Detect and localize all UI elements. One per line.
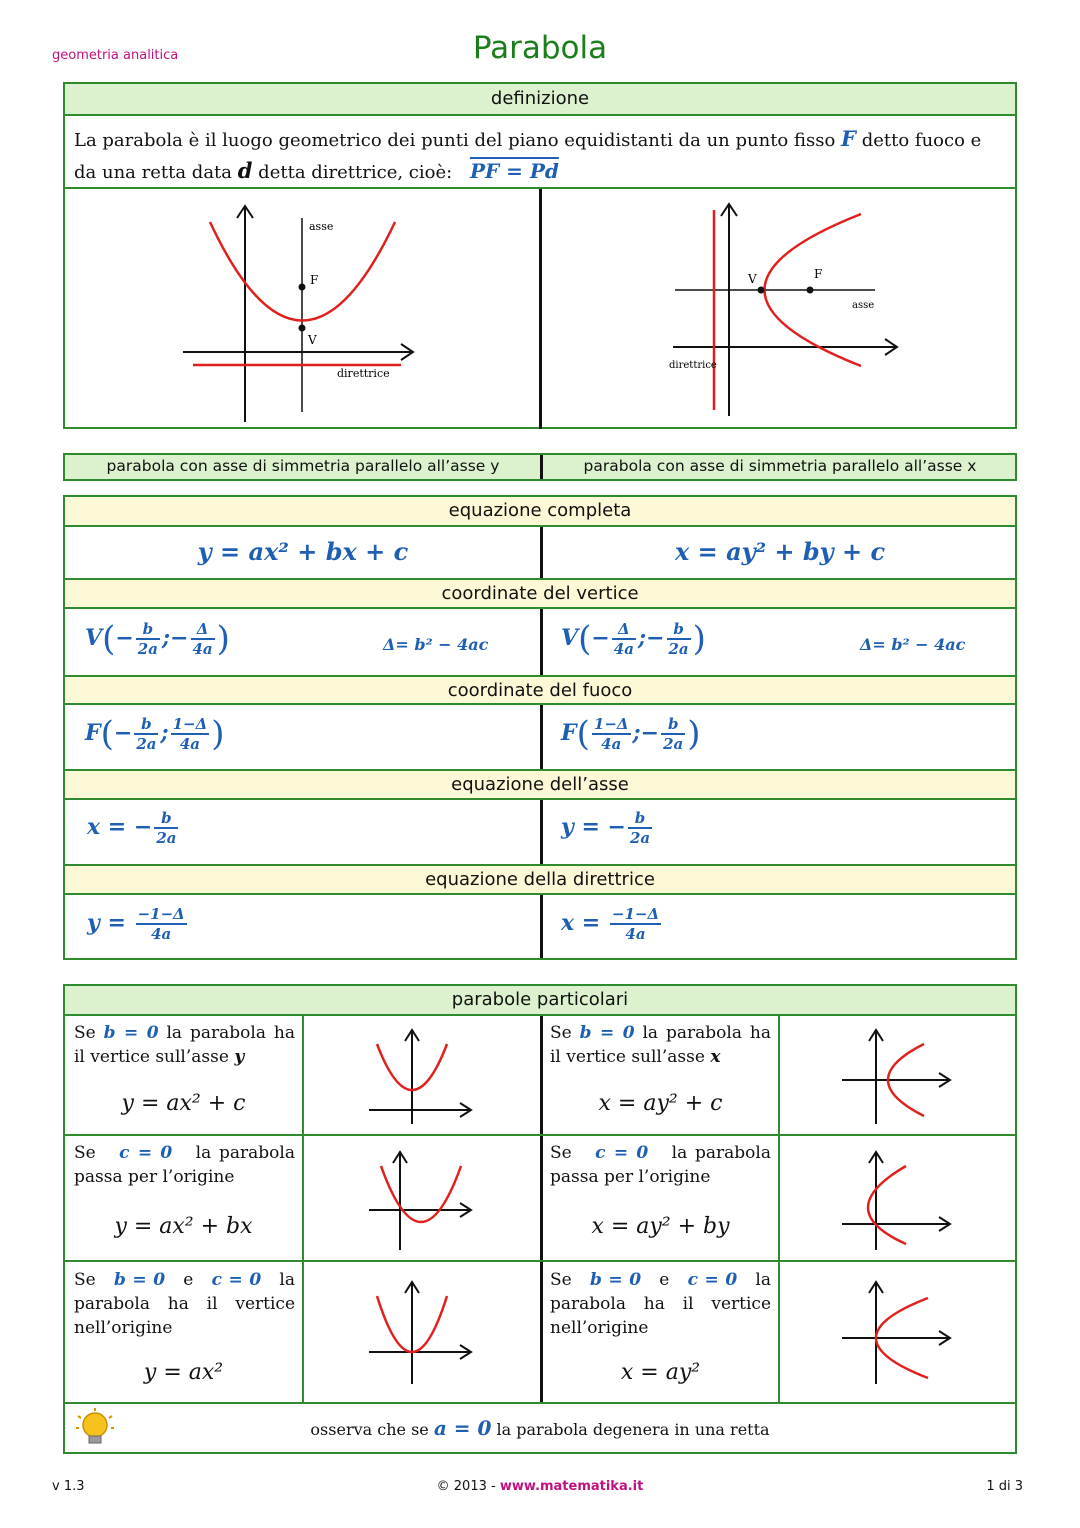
- minus: −: [170, 625, 189, 651]
- frac-den: 4a: [179, 735, 201, 753]
- condition-c: c = 0: [687, 1270, 738, 1290]
- vertex-v: V: [85, 625, 103, 651]
- minus: −: [113, 720, 133, 746]
- definition-box: [63, 82, 1017, 429]
- parabola-curve: [381, 1166, 461, 1222]
- row3-left-text: [74, 1268, 295, 1340]
- frac-num: 1−Δ: [172, 715, 208, 733]
- formulas-box: [63, 495, 1017, 960]
- condition: c = 0: [595, 1143, 649, 1163]
- definition-formula: PF = Pd: [469, 159, 559, 183]
- row3-left-equation: y = ax²: [143, 1360, 224, 1385]
- and-word: e: [659, 1270, 670, 1290]
- focus-label: F: [310, 273, 319, 287]
- directrix-label: direttrice: [337, 367, 390, 380]
- frac-num: b: [628, 809, 652, 829]
- axis-lhs: x = −: [87, 814, 153, 840]
- vertex-formula-x: V(− $\frac{\Delta}{4a}$ ;− $\frac{b}{2a}$ ): [561, 619, 706, 659]
- directrix-formula-x: [561, 905, 663, 943]
- vertex-label: V: [308, 333, 317, 347]
- description: parabola ha il vertice nell’origine: [550, 1294, 771, 1338]
- frac-den: 4a: [192, 640, 213, 658]
- focus-formula-y: F(− $\frac{b}{2a}$ ; $\frac{1-\Delta}{4a}$ ): [85, 714, 225, 754]
- divider: [540, 1016, 543, 1403]
- complete-equation-y: y = ax² + bx + c: [197, 537, 409, 566]
- condition-c: c = 0: [211, 1270, 262, 1290]
- note-condition: a = 0: [433, 1416, 492, 1440]
- vertex-point: [758, 287, 765, 294]
- divider: [540, 800, 543, 864]
- vertex-label: V: [748, 272, 757, 286]
- minus: −: [640, 720, 660, 746]
- frac-num: b: [661, 715, 685, 735]
- frac-num: Δ: [612, 620, 636, 640]
- definition-text: [74, 124, 1004, 188]
- se-word: Se: [74, 1143, 96, 1163]
- note-part-1: osserva che se: [310, 1420, 429, 1439]
- axis-symbol: x: [710, 1047, 721, 1067]
- frac-den: 2a: [136, 735, 157, 753]
- complete-equation-x: x = ay² + by + c: [674, 537, 886, 566]
- row1-left-text: [74, 1021, 295, 1069]
- axis-lhs: y = −: [561, 814, 626, 840]
- condition: c = 0: [119, 1143, 173, 1163]
- focus-header: coordinate del fuoco: [65, 675, 1015, 705]
- special-parabolas-box: [63, 984, 1017, 1454]
- note-text: [65, 1416, 1015, 1440]
- special-header: parabole particolari: [65, 986, 1015, 1016]
- condition-b: b = 0: [589, 1270, 642, 1290]
- figure-parabola-horizontal: [663, 194, 913, 424]
- frac-den: 2a: [668, 640, 689, 658]
- row1-right-text: [550, 1021, 771, 1069]
- focus-point: [807, 287, 814, 294]
- se-word: Se: [550, 1270, 572, 1290]
- delta-definition-y: Δ= b² − 4ac: [383, 635, 489, 654]
- frac-num: b: [136, 620, 160, 640]
- directrix-lhs: y =: [87, 910, 126, 936]
- row2-left-equation: y = ax² + bx: [114, 1214, 253, 1239]
- condition-b: b = 0: [113, 1270, 166, 1290]
- frac-den: 2a: [156, 829, 177, 847]
- description: parabola ha il vertice nell’origine: [74, 1294, 295, 1338]
- divider: [302, 1016, 304, 1403]
- topic-label: geometria analitica: [52, 48, 179, 63]
- graph-bc0-vertical: [365, 1278, 475, 1388]
- divider: [65, 1134, 1015, 1136]
- divider: [539, 189, 542, 429]
- parabola-curve: [868, 1166, 906, 1244]
- frac-num: b: [134, 715, 158, 735]
- focus-point: [299, 284, 306, 291]
- asse-label: asse: [852, 300, 875, 311]
- graph-b0-horizontal: [840, 1026, 955, 1126]
- axis-formula-x: [561, 809, 654, 847]
- axis-formula-y: [87, 809, 180, 847]
- semicolon: ;: [632, 720, 641, 746]
- focus-label: F: [814, 267, 823, 281]
- figure-parabola-vertical: [175, 194, 435, 424]
- focus-formula-x: F( $\frac{1-\Delta}{4a}$ ;− $\frac{b}{2a}$ ): [561, 714, 701, 754]
- divider: [540, 705, 543, 769]
- divider: [540, 895, 543, 958]
- se-word: Se: [74, 1270, 96, 1290]
- vertex-v: V: [561, 625, 579, 651]
- frac-den: 2a: [137, 640, 158, 658]
- frac-den: 4a: [613, 640, 634, 658]
- definition-header: definizione: [65, 84, 1015, 116]
- axis-header: equazione dell’asse: [65, 769, 1015, 800]
- page-number: 1 di 3: [986, 1479, 1023, 1494]
- directrix-symbol: d: [237, 158, 253, 183]
- se-word: Se: [74, 1023, 96, 1043]
- site-link[interactable]: www.matematika.it: [499, 1479, 644, 1494]
- description: la parabola passa per l’origine: [74, 1143, 295, 1187]
- divider: [778, 1016, 780, 1403]
- vertex-formula-y: V(− $\frac{b}{2a}$ ;− $\frac{\Delta}{4a}$ ): [85, 619, 230, 659]
- condition: b = 0: [103, 1023, 159, 1043]
- frac-den: 4a: [625, 925, 646, 943]
- frac-den: 4a: [601, 735, 622, 753]
- column-label-y: parabola con asse di simmetria parallelo all’asse y: [106, 457, 500, 475]
- description: la parabola passa per l’origine: [550, 1143, 771, 1187]
- graph-c0-horizontal: [840, 1148, 955, 1252]
- semicolon: ;: [637, 625, 647, 651]
- page-title: Parabola: [472, 30, 608, 66]
- description: la parabola ha il vertice sull’asse: [550, 1023, 772, 1067]
- divider: [65, 1402, 1015, 1404]
- def-text-1: La parabola è il luogo geometrico dei punti del piano equidistanti da un punto fisso: [74, 130, 836, 151]
- graph-c0-vertical: [365, 1148, 475, 1252]
- la-word: la: [279, 1270, 295, 1290]
- minus: −: [646, 625, 665, 651]
- and-word: e: [183, 1270, 194, 1290]
- frac-den: 2a: [663, 735, 684, 753]
- frac-num: 1−Δ: [593, 715, 629, 733]
- minus: −: [591, 625, 610, 651]
- version-label: v 1.3: [52, 1479, 85, 1494]
- focus-f: F: [85, 720, 101, 746]
- column-label-x: parabola con asse di simmetria parallelo all’asse x: [583, 457, 977, 475]
- delta-definition-x: Δ= b² − 4ac: [860, 635, 966, 654]
- copyright-text: © 2013 -: [436, 1479, 496, 1494]
- divider: [65, 1260, 1015, 1262]
- vertex-point: [299, 325, 306, 332]
- def-text-2: detto fuoco e da una retta data: [74, 130, 982, 183]
- condition: b = 0: [579, 1023, 635, 1043]
- row2-right-text: [550, 1141, 771, 1189]
- minus: −: [115, 625, 134, 651]
- semicolon: ;: [161, 625, 171, 651]
- frac-num: b: [154, 809, 178, 829]
- frac-num: −1−Δ: [611, 905, 660, 923]
- directrix-formula-y: [87, 905, 189, 943]
- row2-right-equation: x = ay² + by: [591, 1214, 730, 1239]
- note-part-2: la parabola degenera in una retta: [496, 1420, 770, 1439]
- row3-right-text: [550, 1268, 771, 1340]
- frac-num: b: [667, 620, 691, 640]
- directrix-header: equazione della direttrice: [65, 864, 1015, 895]
- divider: [540, 527, 543, 578]
- frac-num: −1−Δ: [137, 905, 185, 923]
- graph-bc0-horizontal: [840, 1278, 955, 1388]
- def-text-3: detta direttrice, cioè:: [258, 162, 453, 183]
- se-word: Se: [550, 1143, 572, 1163]
- column-labels: [63, 453, 1017, 481]
- vertex-header: coordinate del vertice: [65, 578, 1015, 609]
- frac-den: 2a: [629, 829, 651, 847]
- directrix-label: direttrice: [669, 360, 717, 371]
- description: la parabola ha il vertice sull’asse: [74, 1023, 296, 1067]
- frac-den: 4a: [151, 925, 172, 943]
- row2-left-text: [74, 1141, 295, 1189]
- copyright: [0, 1479, 1080, 1494]
- focus-symbol: F: [841, 126, 856, 151]
- row1-left-equation: y = ax² + c: [121, 1091, 246, 1116]
- frac-num: Δ: [191, 620, 215, 640]
- divider: [540, 609, 543, 675]
- directrix-lhs: x =: [561, 910, 601, 936]
- graph-b0-vertical: [365, 1026, 475, 1126]
- row1-right-equation: x = ay² + c: [598, 1091, 723, 1116]
- la-word: la: [755, 1270, 771, 1290]
- complete-equation-header: equazione completa: [65, 497, 1015, 527]
- asse-label: asse: [309, 220, 334, 233]
- focus-f: F: [561, 720, 577, 746]
- axis-symbol: y: [234, 1047, 245, 1067]
- row3-right-equation: x = ay²: [620, 1360, 701, 1385]
- se-word: Se: [550, 1023, 572, 1043]
- semicolon: ;: [160, 720, 169, 746]
